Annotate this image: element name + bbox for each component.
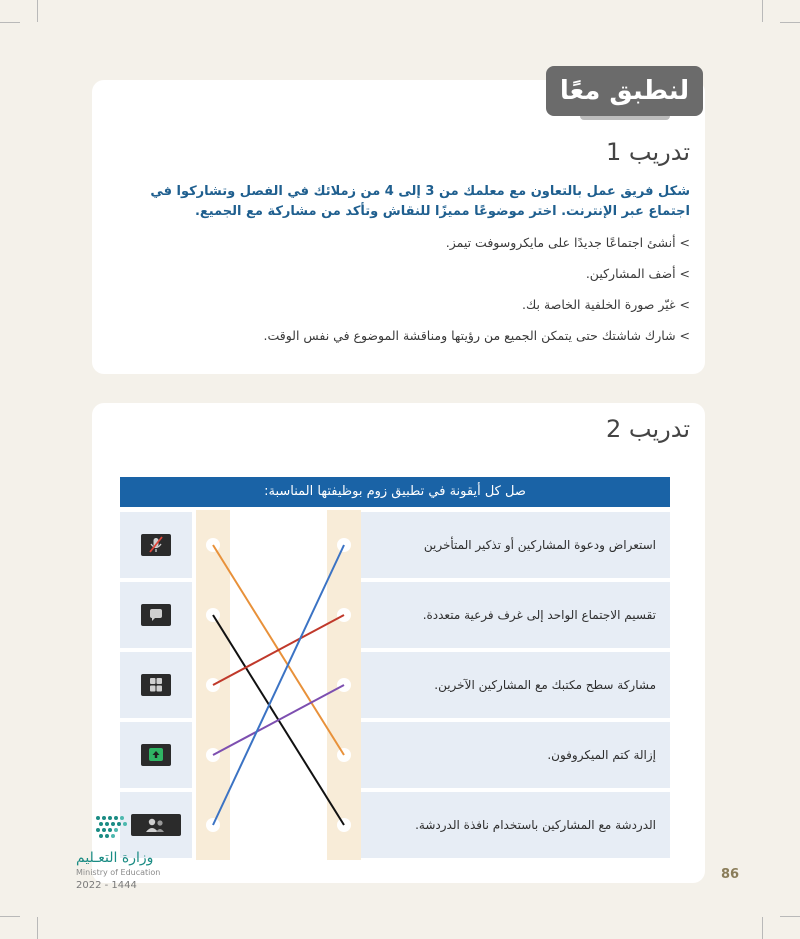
exercise-1-step: > شارك شاشتك حتى يتمكن الجميع من رؤيتها ومناقشة الموضوع في نفس الوقت. (263, 328, 690, 343)
ministry-emblem-icon (76, 808, 186, 848)
page-number: 86 (721, 867, 740, 882)
match-line (213, 545, 344, 825)
function-row: استعراض ودعوة المشاركين أو تذكير المتأخرين (361, 512, 670, 578)
exercise-1-title: تدريب 1 (605, 138, 690, 166)
function-row: مشاركة سطح مكتبك مع المشاركين الآخرين. (361, 652, 670, 718)
exercise-1-intro: شكل فريق عمل بالتعاون مع معلمك من 3 إلى 4 من زملائك في الفصل وتشاركوا في اجتماع عبر الإنترنت. اختر موضوعًا مميزًا للنقاش وتأكد من مشاركة مع الجميع. (150, 184, 690, 219)
match-line (213, 615, 344, 685)
exercise-1-step: > غيّر صورة الخلفية الخاصة بك. (522, 297, 690, 312)
ministry-name-arabic: وزارة التعـليم (76, 850, 154, 866)
table-header: صل كل أيقونة في تطبيق زوم بوظيفتها المناسبة: (120, 477, 670, 507)
exercise-2-title: تدريب 2 (605, 415, 690, 443)
academic-year: 2022 - 1444 (76, 880, 137, 891)
function-row: تقسيم الاجتماع الواحد إلى غرف فرعية متعددة. (361, 582, 670, 648)
section-tab: لنطبق معًا (546, 66, 703, 116)
function-row: إزالة كتم الميكروفون. (361, 722, 670, 788)
exercise-1-step: > أنشئ اجتماعًا جديدًا على مايكروسوفت تيمز. (445, 235, 690, 250)
exercise-1-step: > أضف المشاركين. (585, 266, 690, 281)
function-row: الدردشة مع المشاركين باستخدام نافذة الدردشة. (361, 792, 670, 858)
match-line (213, 685, 344, 755)
ministry-logo (76, 808, 186, 898)
ministry-name-english: Ministry of Education (76, 868, 161, 877)
